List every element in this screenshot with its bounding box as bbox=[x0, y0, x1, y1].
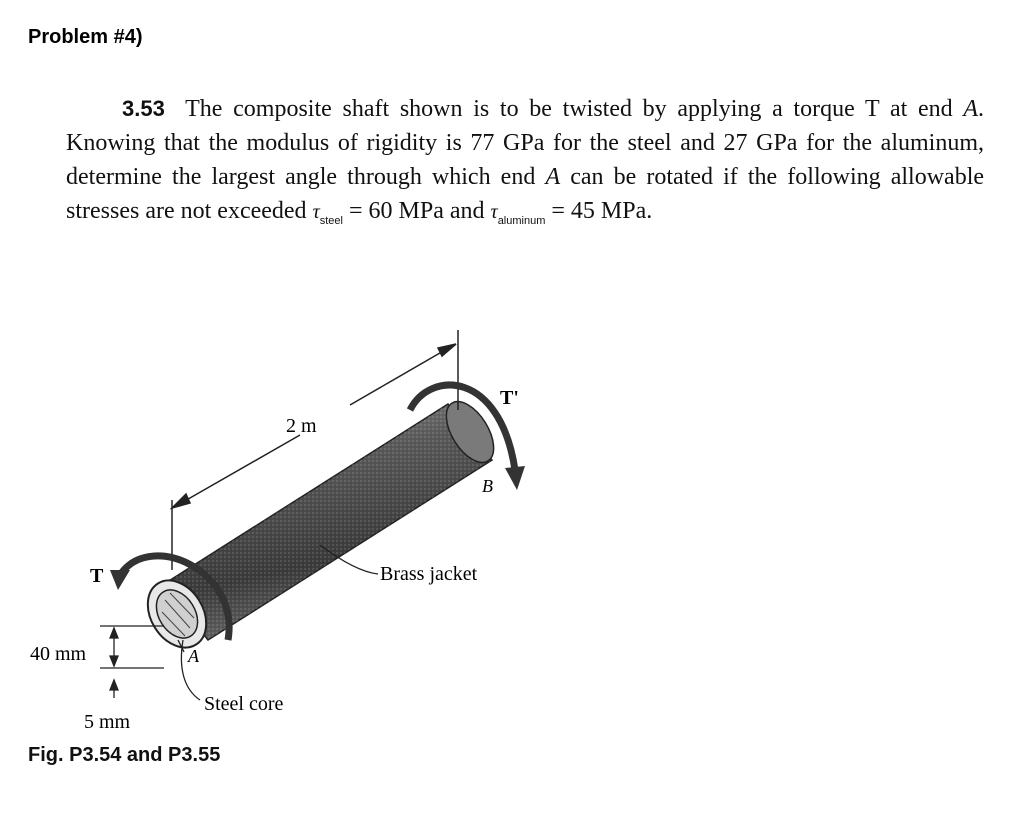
torque-b-label: T' bbox=[500, 387, 519, 409]
problem-text-part-1: The composite shaft shown is to be twisted by applying a torque T at end bbox=[185, 96, 953, 122]
figure-caption bbox=[28, 744, 220, 767]
tau-steel-subscript: steel bbox=[319, 215, 343, 227]
problem-number: 3.53 bbox=[122, 96, 165, 121]
dimension-5mm-label: 5 mm bbox=[84, 711, 131, 733]
problem-heading: Problem #4) bbox=[28, 26, 143, 48]
end-a-symbol-2: A bbox=[545, 164, 561, 190]
brass-jacket-shaft bbox=[164, 394, 503, 640]
problem-statement bbox=[66, 92, 984, 238]
problem-text-part-2: . Knowing that the modulus of rigidity is 77 GPa for the steel and 27 GPa for the aluminum, determine the largest angle through which end bbox=[66, 96, 984, 190]
tau-steel-symbol: τ bbox=[312, 201, 320, 223]
length-label: 2 m bbox=[286, 415, 317, 437]
steel-stress-equation: = 60 MPa and bbox=[348, 198, 485, 224]
figure-caption-prefix: Fig. bbox=[28, 744, 64, 766]
end-a-label: A bbox=[188, 646, 199, 666]
dimension-40mm bbox=[100, 626, 164, 668]
torque-arrow-b-head bbox=[505, 466, 525, 490]
end-a-symbol: A bbox=[963, 96, 978, 122]
tau-aluminum-symbol: τ bbox=[490, 201, 498, 223]
steel-core-label: Steel core bbox=[204, 693, 284, 715]
dimension-40mm-label: 40 mm bbox=[30, 643, 87, 665]
figure-caption-ids: P3.54 and P3.55 bbox=[69, 744, 221, 766]
tau-aluminum-subscript: aluminum bbox=[497, 215, 546, 227]
aluminum-stress-equation: = 45 MPa. bbox=[551, 198, 653, 224]
problem-text-part-3: can be rotated if the following allowable stresses are not exceeded bbox=[66, 164, 985, 224]
torque-arrow-a-head bbox=[110, 570, 130, 590]
end-b-label: B bbox=[482, 476, 493, 496]
brass-jacket-label: Brass jacket bbox=[380, 563, 478, 585]
dimension-5mm bbox=[110, 680, 118, 698]
composite-shaft-figure bbox=[0, 300, 620, 780]
torque-a-label: T bbox=[90, 565, 104, 587]
